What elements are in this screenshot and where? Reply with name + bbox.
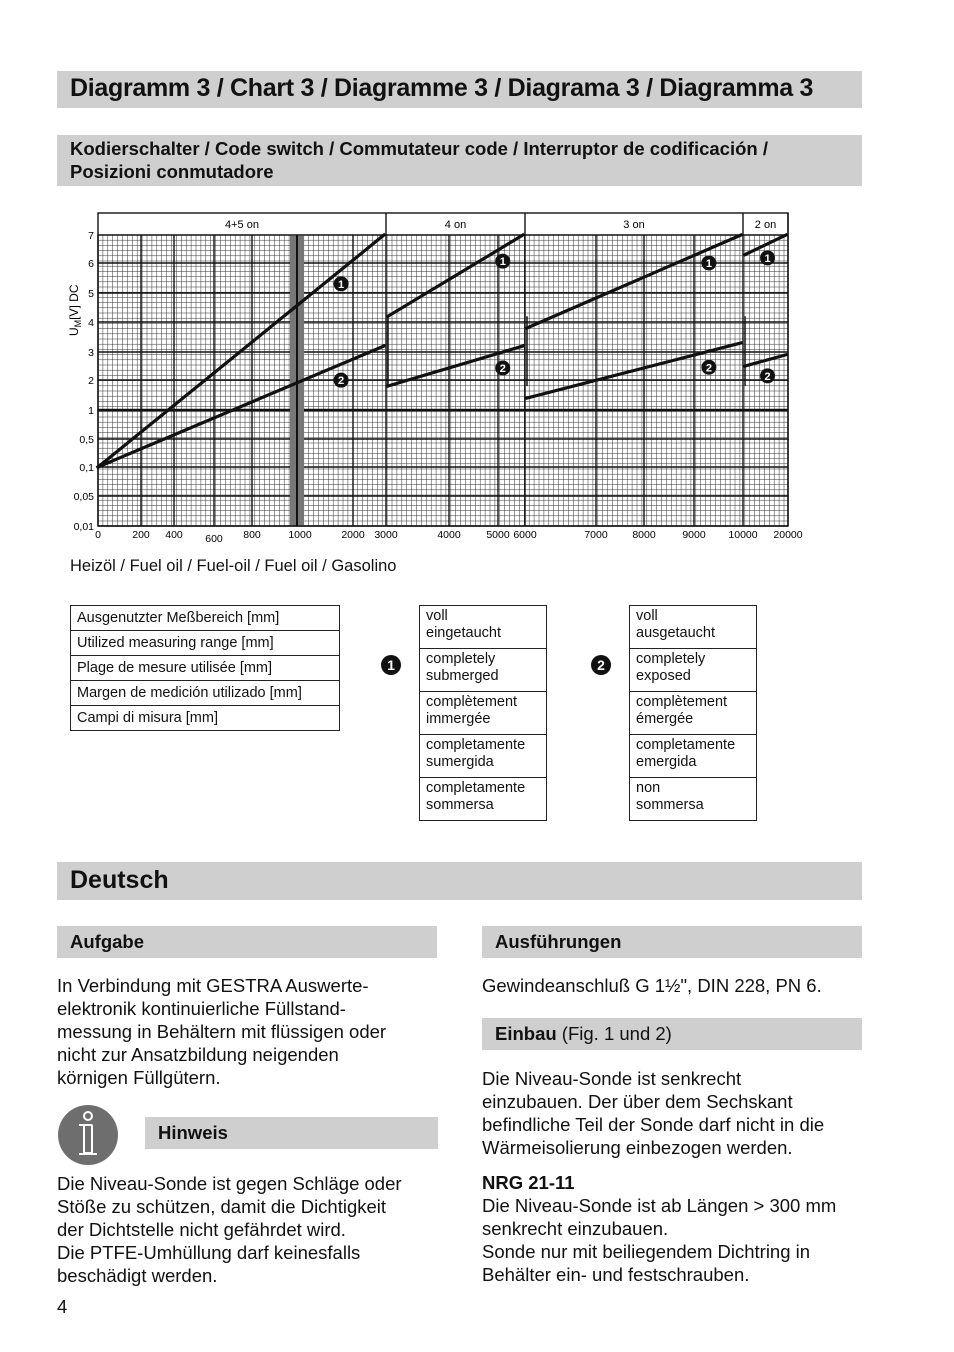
- x-tick-label: 6000: [513, 529, 537, 541]
- series-2-marker-label: 2: [764, 370, 771, 383]
- x-tick-label: 9000: [682, 529, 706, 541]
- state-cell: voll eingetaucht: [420, 606, 547, 649]
- x-tick-label: 10000: [728, 529, 758, 541]
- y-tick-label: 2: [88, 375, 94, 387]
- ausfuehrungen-text: Gewindeanschluß G 1½", DIN 228, PN 6.: [482, 975, 822, 996]
- einbau-heading: Einbau (Fig. 1 und 2): [495, 1023, 672, 1044]
- state-table-submerged: [419, 605, 547, 821]
- chart-subtitle: Kodierschalter / Code switch / Commutateur code / Interruptor de codificación / Posizioni conmutadore: [70, 138, 768, 182]
- x-tick-label: 20000: [773, 529, 803, 541]
- y-tick-label: 0,1: [79, 462, 94, 474]
- x-tick-label: 5000: [486, 529, 510, 541]
- series-2-marker-label: 2: [499, 363, 506, 375]
- series-1-marker-label: 1: [499, 256, 506, 269]
- state-cell: complètement émergée: [630, 692, 757, 735]
- y-tick-label: 5: [88, 288, 94, 300]
- state-cell: completamente emergida: [630, 735, 757, 778]
- x-tick-label: 4000: [437, 529, 461, 541]
- x-axis-label: Heizöl / Fuel oil / Fuel-oil / Fuel oil / Gasolino: [70, 557, 397, 575]
- series-1-marker-label: 1: [705, 257, 712, 270]
- series-2-line: [745, 355, 786, 366]
- ausfuehrungen-heading-bar: [482, 926, 862, 958]
- state-cell: completely submerged: [420, 649, 547, 692]
- series-1-line: [527, 235, 741, 328]
- y-tick-label: 0,5: [79, 434, 94, 446]
- x-tick-label: 800: [243, 529, 261, 541]
- range-row: Campi di misura [mm]: [71, 706, 340, 731]
- y-tick-label: 7: [88, 230, 94, 242]
- nrg-title: NRG 21-11: [482, 1172, 575, 1193]
- x-tick-label: 600: [205, 533, 223, 545]
- info-icon: [57, 1104, 119, 1166]
- series-2-marker-label: 2: [705, 362, 712, 375]
- y-tick-label: 0,05: [73, 491, 94, 503]
- x-tick-label: 0: [95, 529, 101, 541]
- range-label: 4 on: [444, 219, 467, 231]
- chart: [60, 208, 820, 548]
- ausfuehrungen-heading: Ausführungen: [495, 931, 622, 952]
- range-row: Margen de medición utilizado [mm]: [71, 681, 340, 706]
- state-cell: completamente sommersa: [420, 778, 547, 821]
- einbau-text: Die Niveau-Sonde ist senkrecht einzubauen. Der über dem Sechskant befindliche Teil der Sonde darf nicht in die Wärmeisolierung einbezogen werden. NRG 21-11 Die Niveau-Sonde ist ab Längen > 300 mm senkrecht einzubauen. Sonde nur mit beiliegendem Dichtring in Behälter ein- und festschrauben.: [482, 1067, 862, 1286]
- section-title: Deutsch: [70, 866, 169, 894]
- x-tick-label: 3000: [374, 529, 398, 541]
- x-tick-label: 2000: [341, 529, 365, 541]
- x-tick-label: 400: [165, 529, 183, 541]
- range-row: Utilized measuring range [mm]: [71, 631, 340, 656]
- einbau-heading-bar: [482, 1018, 862, 1050]
- state-badge-2: 2: [591, 655, 611, 675]
- range-row: Plage de mesure utilisée [mm]: [71, 656, 340, 681]
- aufgabe-heading: Aufgabe: [70, 931, 144, 952]
- x-tick-label: 200: [132, 529, 150, 541]
- x-tick-label: 8000: [632, 529, 656, 541]
- state-cell: completely exposed: [630, 649, 757, 692]
- section-heading: [57, 862, 862, 900]
- state-cell: complètement immergée: [420, 692, 547, 735]
- aufgabe-text: In Verbindung mit GESTRA Auswerte- elektronik kontinuierliche Füllstand- messung in Behältern mit flüssigen oder nicht zur Ansatzbildung neigenden körnigen Füllgütern.: [57, 975, 387, 1088]
- subtitle-bar: [57, 135, 862, 186]
- state-table-exposed: [629, 605, 757, 821]
- y-tick-label: 3: [88, 347, 94, 359]
- range-label: 4+5 on: [225, 219, 259, 231]
- series-1-marker-label: 1: [764, 252, 771, 265]
- x-tick-label: 7000: [584, 529, 608, 541]
- range-row: Ausgenutzter Meßbereich [mm]: [71, 606, 340, 631]
- range-label: 2 on: [754, 219, 777, 231]
- range-table: [70, 605, 340, 731]
- state-cell: non sommersa: [630, 778, 757, 821]
- y-axis-label: $U_M[V]$ DC: [67, 284, 83, 336]
- title-bar: [57, 71, 862, 108]
- state-cell: voll ausgetaucht: [630, 606, 757, 649]
- series-1-marker-label: 1: [338, 278, 345, 291]
- y-tick-label: 0,01: [73, 521, 94, 533]
- hinweis-text: Die Niveau-Sonde ist gegen Schläge oder Stöße zu schützen, damit die Dichtigkeit der Dichtstelle nicht gefährdet wird. Die PTFE-Umhüllung darf keinesfalls beschädigt werden.: [57, 1173, 402, 1286]
- state-cell: completamente sumergida: [420, 735, 547, 778]
- y-tick-label: 6: [88, 258, 94, 270]
- hinweis-heading: Hinweis: [158, 1122, 228, 1143]
- y-tick-label: 1: [88, 405, 94, 417]
- aufgabe-heading-bar: [57, 926, 437, 958]
- state-badge-1: 1: [381, 655, 401, 675]
- page-title: Diagramm 3 / Chart 3 / Diagramme 3 / Diagrama 3 / Diagramma 3: [70, 74, 814, 102]
- page-number: 4: [57, 1296, 68, 1317]
- hinweis-heading-bar: [145, 1117, 438, 1149]
- range-label: 3 on: [623, 219, 645, 231]
- y-tick-label: 4: [88, 317, 94, 329]
- series-2-marker-label: 2: [338, 375, 345, 388]
- x-tick-label: 1000: [288, 529, 312, 541]
